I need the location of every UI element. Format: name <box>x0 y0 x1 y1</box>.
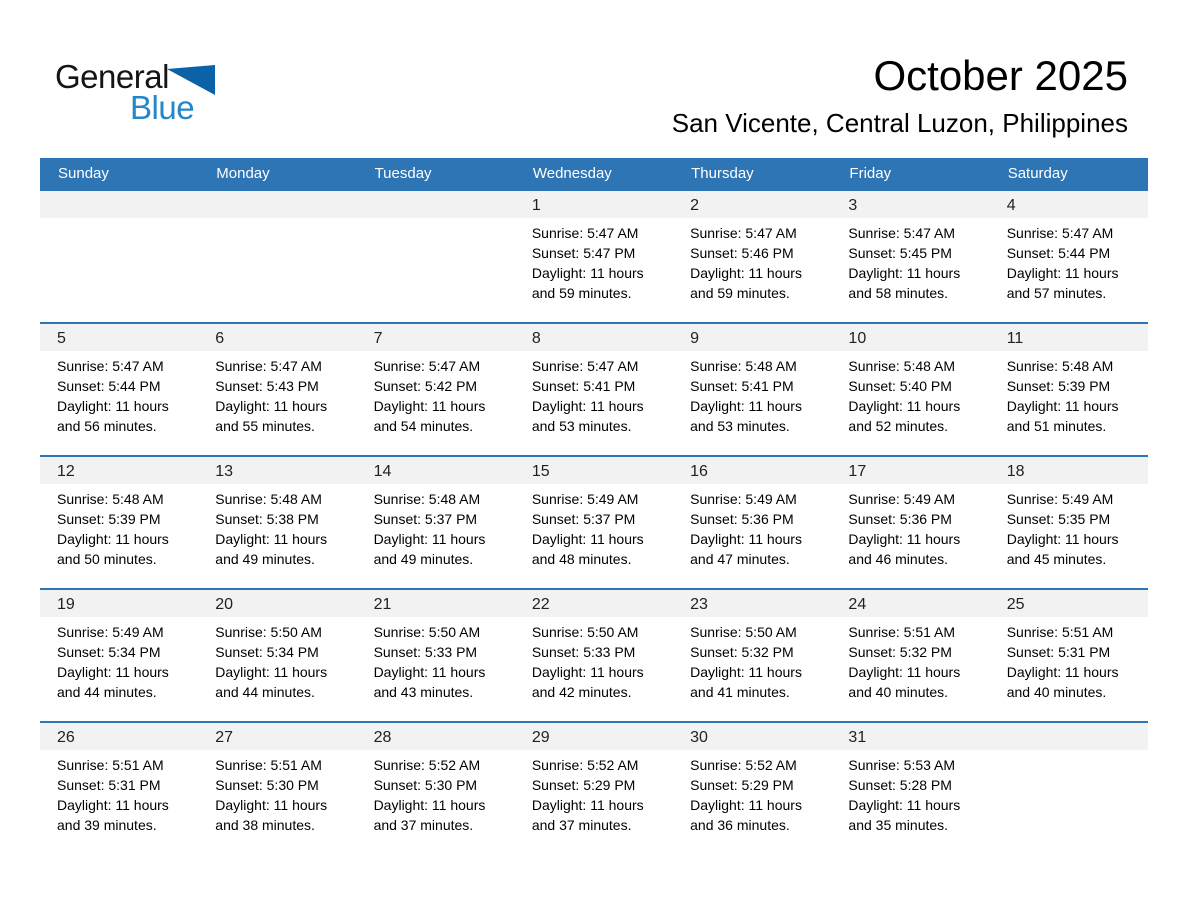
day-number: 28 <box>357 723 515 750</box>
day-cell-17 <box>831 457 989 588</box>
daylight-text: and 44 minutes. <box>57 684 157 700</box>
weekday-header-tuesday: Tuesday <box>374 165 432 182</box>
daylight-text: and 40 minutes. <box>848 684 949 700</box>
sunset-text: Sunset: 5:38 PM <box>215 511 319 527</box>
day-number: 8 <box>515 324 673 351</box>
day-cell-empty <box>990 723 1148 854</box>
daylight-text: Daylight: 11 hours <box>690 797 802 813</box>
daylight-text: Daylight: 11 hours <box>373 797 486 813</box>
daylight-text: and 52 minutes. <box>848 418 949 434</box>
sunrise-text: Sunrise: 5:49 AM <box>848 491 956 507</box>
sunrise-text: Sunrise: 5:47 AM <box>531 225 639 241</box>
sunset-text: Sunset: 5:45 PM <box>848 245 952 261</box>
day-cell-15 <box>515 457 673 588</box>
daylight-text: and 44 minutes. <box>215 684 315 700</box>
weekday-header-wednesday: Wednesday <box>532 165 612 182</box>
day-cell-10 <box>831 324 989 455</box>
day-number: 26 <box>40 723 198 750</box>
week-row-4 <box>40 588 1148 721</box>
day-number: 7 <box>357 324 515 351</box>
day-info <box>673 750 831 847</box>
day-cell-29 <box>515 723 673 854</box>
day-cell-empty <box>40 191 198 322</box>
calendar-table <box>40 158 1148 854</box>
sunset-text: Sunset: 5:39 PM <box>57 511 161 527</box>
day-number: 10 <box>831 324 989 351</box>
daylight-text: and 49 minutes. <box>373 551 474 567</box>
day-cell-13 <box>198 457 356 588</box>
sunrise-text: Sunrise: 5:51 AM <box>848 624 956 640</box>
daylight-text: Daylight: 11 hours <box>373 531 486 547</box>
day-cell-9 <box>673 324 831 455</box>
daylight-text: and 56 minutes. <box>57 418 157 434</box>
sunset-text: Sunset: 5:33 PM <box>531 644 636 660</box>
daylight-text: Daylight: 11 hours <box>215 398 328 414</box>
sunrise-text: Sunrise: 5:51 AM <box>215 757 322 773</box>
day-info <box>990 484 1148 581</box>
daylight-text: and 41 minutes. <box>690 684 790 700</box>
daylight-text: Daylight: 11 hours <box>215 797 328 813</box>
daylight-text: and 37 minutes. <box>531 817 632 833</box>
day-info <box>673 484 831 581</box>
sunrise-text: Sunrise: 5:48 AM <box>373 491 481 507</box>
day-cell-18 <box>990 457 1148 588</box>
day-info <box>990 617 1148 714</box>
sunset-text: Sunset: 5:39 PM <box>1006 378 1111 394</box>
day-number <box>198 191 356 218</box>
day-number: 24 <box>831 590 989 617</box>
sunset-text: Sunset: 5:31 PM <box>57 777 161 793</box>
daylight-text: and 55 minutes. <box>215 418 315 434</box>
day-number: 5 <box>40 324 198 351</box>
daylight-text: Daylight: 11 hours <box>1006 664 1119 680</box>
sunset-text: Sunset: 5:31 PM <box>1006 644 1111 660</box>
sunset-text: Sunset: 5:36 PM <box>848 511 952 527</box>
day-number: 6 <box>198 324 356 351</box>
day-cell-5 <box>40 324 198 455</box>
sunset-text: Sunset: 5:32 PM <box>848 644 952 660</box>
day-cell-26 <box>40 723 198 854</box>
weekday-header-row <box>40 158 1148 189</box>
sunset-text: Sunset: 5:32 PM <box>690 644 794 660</box>
page-subtitle: San Vicente, Central Luzon, Philippines <box>671 108 1128 139</box>
daylight-text: Daylight: 11 hours <box>1006 531 1119 547</box>
daylight-text: and 38 minutes. <box>215 817 315 833</box>
daylight-text: Daylight: 11 hours <box>57 797 169 813</box>
daylight-text: and 53 minutes. <box>531 418 632 434</box>
sunset-text: Sunset: 5:37 PM <box>531 511 636 527</box>
day-cell-1 <box>515 191 673 322</box>
day-number: 23 <box>673 590 831 617</box>
day-number: 16 <box>673 457 831 484</box>
week-row-2 <box>40 322 1148 455</box>
day-info <box>515 484 673 581</box>
day-info <box>515 750 673 847</box>
day-info <box>831 750 989 847</box>
daylight-text: Daylight: 11 hours <box>57 664 169 680</box>
day-cell-31 <box>831 723 989 854</box>
daylight-text: and 39 minutes. <box>57 817 157 833</box>
sunrise-text: Sunrise: 5:48 AM <box>1006 358 1114 374</box>
sunset-text: Sunset: 5:29 PM <box>690 777 794 793</box>
sunrise-text: Sunrise: 5:49 AM <box>531 491 639 507</box>
sunrise-text: Sunrise: 5:47 AM <box>215 358 322 374</box>
day-cell-11 <box>990 324 1148 455</box>
daylight-text: and 49 minutes. <box>215 551 315 567</box>
day-info <box>673 617 831 714</box>
sunset-text: Sunset: 5:34 PM <box>215 644 319 660</box>
day-cell-16 <box>673 457 831 588</box>
day-info <box>198 484 356 581</box>
sunset-text: Sunset: 5:29 PM <box>531 777 636 793</box>
daylight-text: Daylight: 11 hours <box>690 664 802 680</box>
calendar-grid <box>40 189 1148 854</box>
day-number: 14 <box>357 457 515 484</box>
day-cell-24 <box>831 590 989 721</box>
daylight-text: Daylight: 11 hours <box>1006 265 1119 281</box>
daylight-text: Daylight: 11 hours <box>57 398 169 414</box>
sunset-text: Sunset: 5:43 PM <box>215 378 319 394</box>
day-info <box>515 351 673 448</box>
day-number: 13 <box>198 457 356 484</box>
sunrise-text: Sunrise: 5:47 AM <box>373 358 481 374</box>
sunrise-text: Sunrise: 5:47 AM <box>57 358 164 374</box>
day-info <box>831 484 989 581</box>
daylight-text: and 51 minutes. <box>1006 418 1107 434</box>
sunrise-text: Sunrise: 5:48 AM <box>848 358 956 374</box>
daylight-text: and 58 minutes. <box>848 285 949 301</box>
sunset-text: Sunset: 5:34 PM <box>57 644 161 660</box>
sunrise-text: Sunrise: 5:51 AM <box>57 757 164 773</box>
daylight-text: and 47 minutes. <box>690 551 790 567</box>
daylight-text: Daylight: 11 hours <box>690 531 802 547</box>
daylight-text: Daylight: 11 hours <box>690 398 802 414</box>
sunrise-text: Sunrise: 5:47 AM <box>531 358 639 374</box>
day-cell-30 <box>673 723 831 854</box>
day-number: 19 <box>40 590 198 617</box>
day-info <box>357 617 515 714</box>
week-row-5 <box>40 721 1148 854</box>
day-info <box>831 617 989 714</box>
sunset-text: Sunset: 5:37 PM <box>373 511 478 527</box>
day-info <box>515 218 673 315</box>
day-cell-empty <box>198 191 356 322</box>
sunrise-text: Sunrise: 5:49 AM <box>1006 491 1114 507</box>
daylight-text: and 40 minutes. <box>1006 684 1107 700</box>
day-number: 18 <box>990 457 1148 484</box>
day-number: 27 <box>198 723 356 750</box>
sunrise-text: Sunrise: 5:47 AM <box>690 225 797 241</box>
day-cell-8 <box>515 324 673 455</box>
logo-text-general: General <box>55 58 169 95</box>
day-number: 12 <box>40 457 198 484</box>
sunrise-text: Sunrise: 5:48 AM <box>690 358 797 374</box>
sunrise-text: Sunrise: 5:52 AM <box>373 757 481 773</box>
sunrise-text: Sunrise: 5:48 AM <box>215 491 322 507</box>
day-number: 25 <box>990 590 1148 617</box>
day-cell-22 <box>515 590 673 721</box>
general-blue-logo <box>55 58 225 134</box>
daylight-text: Daylight: 11 hours <box>373 664 486 680</box>
weekday-header-saturday: Saturday <box>1007 165 1068 182</box>
sunset-text: Sunset: 5:40 PM <box>848 378 952 394</box>
sunrise-text: Sunrise: 5:50 AM <box>690 624 797 640</box>
daylight-text: and 48 minutes. <box>531 551 632 567</box>
daylight-text: Daylight: 11 hours <box>373 398 486 414</box>
daylight-text: Daylight: 11 hours <box>531 664 644 680</box>
sunset-text: Sunset: 5:35 PM <box>1006 511 1111 527</box>
day-number <box>357 191 515 218</box>
day-info <box>673 218 831 315</box>
day-number: 21 <box>357 590 515 617</box>
day-cell-6 <box>198 324 356 455</box>
day-number <box>40 191 198 218</box>
sunrise-text: Sunrise: 5:47 AM <box>1006 225 1114 241</box>
day-cell-4 <box>990 191 1148 322</box>
sunset-text: Sunset: 5:42 PM <box>373 378 478 394</box>
day-number: 1 <box>515 191 673 218</box>
day-number: 11 <box>990 324 1148 351</box>
daylight-text: and 50 minutes. <box>57 551 157 567</box>
day-number: 4 <box>990 191 1148 218</box>
day-number: 30 <box>673 723 831 750</box>
daylight-text: Daylight: 11 hours <box>848 531 961 547</box>
day-info <box>198 351 356 448</box>
daylight-text: Daylight: 11 hours <box>1006 398 1119 414</box>
daylight-text: Daylight: 11 hours <box>848 664 961 680</box>
sunrise-text: Sunrise: 5:52 AM <box>531 757 639 773</box>
daylight-text: and 36 minutes. <box>690 817 790 833</box>
weekday-header-thursday: Thursday <box>691 165 754 182</box>
day-number: 15 <box>515 457 673 484</box>
daylight-text: Daylight: 11 hours <box>531 265 644 281</box>
sunset-text: Sunset: 5:46 PM <box>690 245 794 261</box>
day-cell-23 <box>673 590 831 721</box>
daylight-text: Daylight: 11 hours <box>848 265 961 281</box>
day-number: 2 <box>673 191 831 218</box>
day-cell-2 <box>673 191 831 322</box>
sunrise-text: Sunrise: 5:48 AM <box>57 491 164 507</box>
daylight-text: and 59 minutes. <box>690 285 790 301</box>
daylight-text: Daylight: 11 hours <box>531 398 644 414</box>
day-info <box>831 351 989 448</box>
sunrise-text: Sunrise: 5:50 AM <box>531 624 639 640</box>
day-cell-empty <box>357 191 515 322</box>
daylight-text: and 46 minutes. <box>848 551 949 567</box>
daylight-text: and 37 minutes. <box>373 817 474 833</box>
day-info <box>831 218 989 315</box>
day-cell-3 <box>831 191 989 322</box>
sunset-text: Sunset: 5:28 PM <box>848 777 952 793</box>
sunset-text: Sunset: 5:44 PM <box>1006 245 1111 261</box>
sunset-text: Sunset: 5:30 PM <box>373 777 478 793</box>
week-row-3 <box>40 455 1148 588</box>
day-info <box>515 617 673 714</box>
sunrise-text: Sunrise: 5:50 AM <box>373 624 481 640</box>
weekday-header-monday: Monday <box>216 165 270 182</box>
daylight-text: Daylight: 11 hours <box>215 664 328 680</box>
sunset-text: Sunset: 5:33 PM <box>373 644 478 660</box>
weekday-header-friday: Friday <box>849 165 892 182</box>
day-cell-7 <box>357 324 515 455</box>
daylight-text: and 54 minutes. <box>373 418 474 434</box>
day-cell-28 <box>357 723 515 854</box>
daylight-text: and 42 minutes. <box>531 684 632 700</box>
day-info <box>40 351 198 448</box>
sunrise-text: Sunrise: 5:53 AM <box>848 757 956 773</box>
logo-text-blue: Blue <box>130 89 195 126</box>
sunrise-text: Sunrise: 5:49 AM <box>690 491 797 507</box>
sunset-text: Sunset: 5:47 PM <box>531 245 636 261</box>
daylight-text: and 53 minutes. <box>690 418 790 434</box>
day-info <box>673 351 831 448</box>
day-number: 17 <box>831 457 989 484</box>
day-info <box>357 351 515 448</box>
sunrise-text: Sunrise: 5:50 AM <box>215 624 322 640</box>
daylight-text: and 59 minutes. <box>531 285 632 301</box>
day-number: 20 <box>198 590 356 617</box>
sunset-text: Sunset: 5:36 PM <box>690 511 794 527</box>
day-info <box>198 750 356 847</box>
daylight-text: Daylight: 11 hours <box>57 531 169 547</box>
weekday-header-sunday: Sunday <box>58 165 109 182</box>
day-info <box>990 351 1148 448</box>
day-cell-25 <box>990 590 1148 721</box>
day-number <box>990 723 1148 750</box>
daylight-text: and 57 minutes. <box>1006 285 1107 301</box>
day-cell-27 <box>198 723 356 854</box>
day-info <box>198 617 356 714</box>
calendar-header <box>672 52 1128 139</box>
page-title: October 2025 <box>873 52 1128 99</box>
day-number: 3 <box>831 191 989 218</box>
day-info <box>990 218 1148 315</box>
sunset-text: Sunset: 5:44 PM <box>57 378 161 394</box>
day-info <box>40 750 198 847</box>
daylight-text: Daylight: 11 hours <box>690 265 802 281</box>
sunset-text: Sunset: 5:30 PM <box>215 777 319 793</box>
day-info <box>357 484 515 581</box>
day-info <box>357 750 515 847</box>
week-row-1 <box>40 189 1148 322</box>
daylight-text: and 43 minutes. <box>373 684 474 700</box>
day-number: 31 <box>831 723 989 750</box>
day-cell-12 <box>40 457 198 588</box>
daylight-text: Daylight: 11 hours <box>848 797 961 813</box>
sunrise-text: Sunrise: 5:49 AM <box>57 624 164 640</box>
daylight-text: and 45 minutes. <box>1006 551 1107 567</box>
day-info <box>40 617 198 714</box>
day-number: 9 <box>673 324 831 351</box>
sunrise-text: Sunrise: 5:51 AM <box>1006 624 1114 640</box>
daylight-text: Daylight: 11 hours <box>215 531 328 547</box>
daylight-text: Daylight: 11 hours <box>531 531 644 547</box>
day-number: 29 <box>515 723 673 750</box>
day-cell-19 <box>40 590 198 721</box>
day-cell-20 <box>198 590 356 721</box>
day-cell-14 <box>357 457 515 588</box>
sunrise-text: Sunrise: 5:47 AM <box>848 225 956 241</box>
sunrise-text: Sunrise: 5:52 AM <box>690 757 797 773</box>
sunset-text: Sunset: 5:41 PM <box>531 378 636 394</box>
daylight-text: and 35 minutes. <box>848 817 949 833</box>
sunset-text: Sunset: 5:41 PM <box>690 378 794 394</box>
daylight-text: Daylight: 11 hours <box>531 797 644 813</box>
day-cell-21 <box>357 590 515 721</box>
day-info <box>40 484 198 581</box>
daylight-text: Daylight: 11 hours <box>848 398 961 414</box>
day-number: 22 <box>515 590 673 617</box>
